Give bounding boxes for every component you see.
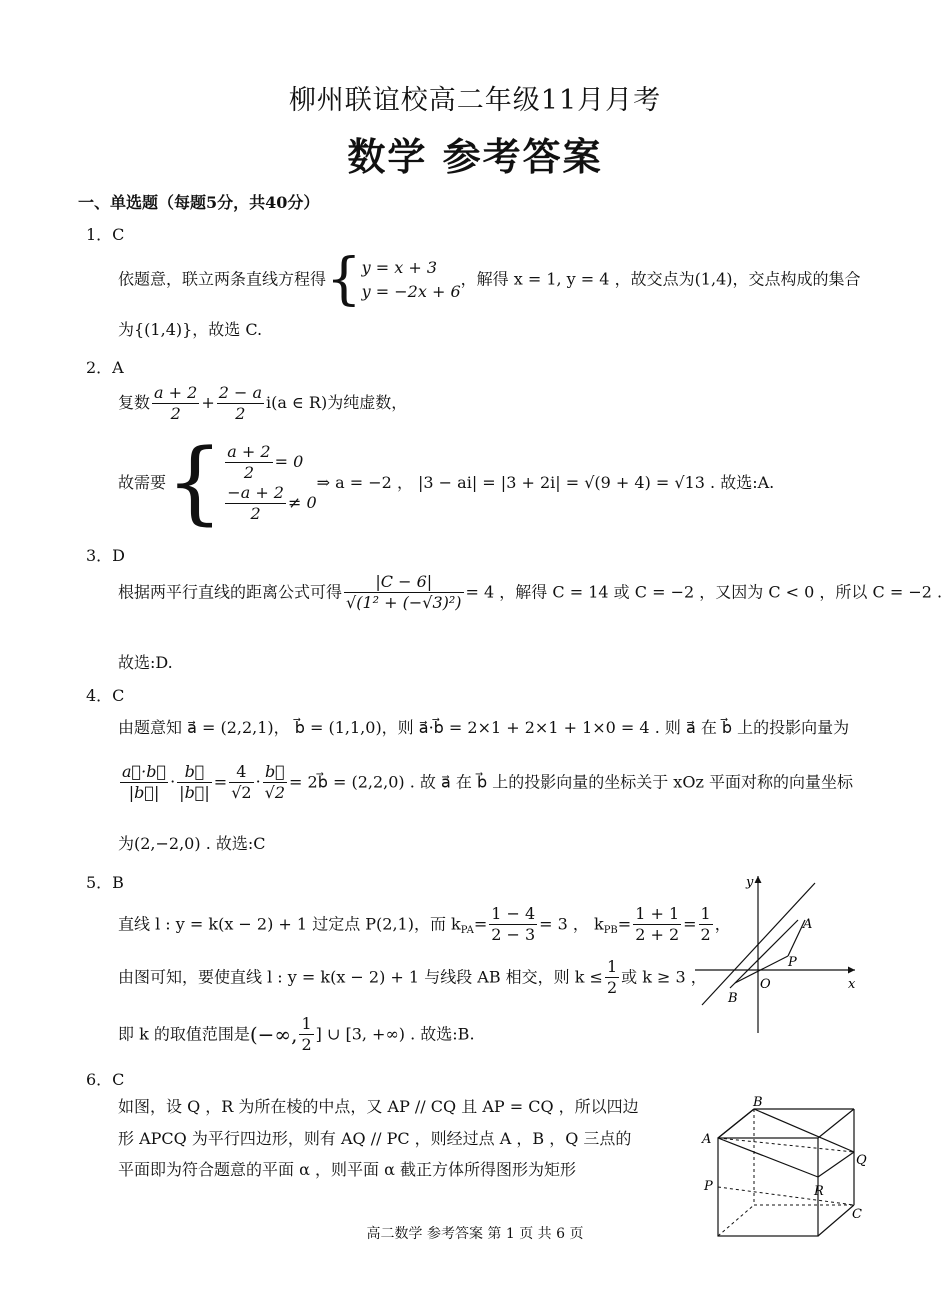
question-2-line-2 xyxy=(118,430,775,535)
q4-frac-1: $\frac{a⃗\cdot b⃗}{|b⃗|}$ xyxy=(122,762,167,802)
question-4-line-3: 为(2,−2,0) . 故选:C xyxy=(118,834,266,853)
cube-point-r: R xyxy=(814,1184,824,1199)
question-4-number: 4．C xyxy=(86,686,125,705)
question-6-line-3: 平面即为符合题意的平面 α ，则平面 α 截正方体所得图形为矩形 xyxy=(118,1160,576,1179)
question-4-line-1: 由题意知 a⃗ = (2,2,1)， b⃗ = (1,1,0)，则 a⃗·b⃗ = 2×1 + 2×1 + 1×0 = 4 . 则 a⃗ 在 b⃗ 上的投影向量为 xyxy=(118,718,850,737)
q1-system xyxy=(362,256,461,304)
q4-text-b: = 2b⃗ = (2,2,0) . 故 a⃗ 在 b⃗ 上的投影向量的坐标关于 xOz 平面对称的向量坐标 xyxy=(289,772,853,792)
q5-frac-5: $\frac{1}{2}$ xyxy=(301,1014,312,1054)
q3-frac: $\frac{|C - 6|}{\text{√(1² + (−√3)²)}}$ xyxy=(346,572,462,612)
question-6-line-1: 如图，设 Q ，R 为所在棱的中点，又 AP // CQ 且 AP = CQ ，所以四边 xyxy=(118,1097,639,1116)
q2-frac-2: $\frac{2 - a}{2}$ xyxy=(218,383,263,423)
q2-text-c: 故需要 xyxy=(118,473,167,492)
q5-frac-1: $\frac{1 - 4}{2 - 3}$ xyxy=(491,904,536,944)
edge-ab xyxy=(718,1109,754,1138)
q2-text-b: i(a ∈ R)为纯虚数， xyxy=(266,393,408,412)
q5-frac-2: $\frac{1 + 1}{2 + 2}$ xyxy=(635,904,680,944)
graph-origin: O xyxy=(760,977,771,992)
q1-eq1: y = x + 3 xyxy=(361,258,438,277)
graph-x-label: x xyxy=(848,977,856,992)
line-bq xyxy=(754,1109,854,1152)
q3-text-b: = 4 ，解得 C = 14 或 C = −2 ，又因为 C < 0 ，所以 C = −2 . xyxy=(465,582,943,602)
question-3-line-2: 故选:D. xyxy=(118,653,173,672)
question-3-number: 3．D xyxy=(86,546,126,565)
q2-text-d: ⇒ a = −2 ， |3 − ai| = |3 + 2i| = √(9 + 4) = √13 . 故选:A. xyxy=(316,473,775,492)
question-1-line-1 xyxy=(118,247,861,312)
q5-frac-4: $\frac{1}{2}$ xyxy=(606,957,618,997)
q2-text-a: 复数 xyxy=(118,393,151,412)
line-aq xyxy=(718,1138,854,1152)
q1-brace: { xyxy=(326,247,362,312)
section-heading: 一、单选题（每题5分，共40分） xyxy=(78,193,320,212)
question-5-line-2: 由图可知，要使直线 l : y = k(x − 2) + 1 与线段 AB 相交，则 k ≤ $\frac{1}{2}$ 或 k ≥ 3 ， xyxy=(118,957,707,997)
cube-front-face xyxy=(718,1138,818,1236)
question-5-line-1: 直线 l : y = k(x − 2) + 1 过定点 P(2,1)，而 $k_{PA}=$ $\frac{1 - 4}{2 - 3}$ = 3 ， $k_{PB}=$ $\frac{1 + 1}{2 + 2}$ = $\frac{1}{2}$ ， xyxy=(118,904,731,944)
q1-text-a: 依题意，联立两条直线方程得 xyxy=(118,269,327,289)
cube-point-p: P xyxy=(704,1179,713,1194)
line-pc xyxy=(718,1187,854,1205)
question-2-line-1 xyxy=(118,383,407,424)
q2-brace: { xyxy=(166,430,224,535)
graph-y-label: y xyxy=(746,875,754,890)
graph-point-p: P xyxy=(788,955,797,970)
q1-eq2: y = −2x + 6 xyxy=(361,282,461,301)
question-5-line-3: 即 k 的取值范围是(−∞, $\frac{1}{2}$ ] ∪ [3, +∞) . 故选:B. xyxy=(118,1014,475,1054)
question-6-number: 6．C xyxy=(86,1070,125,1089)
q5-frac-3: $\frac{1}{2}$ xyxy=(700,904,711,944)
question-1-number: 1．C xyxy=(86,225,125,244)
graph-point-b: B xyxy=(728,991,738,1006)
q4-frac-4: $\frac{b⃗}{√2}$ xyxy=(264,762,286,802)
graph-point-a: A xyxy=(803,917,813,932)
answer-key-title: 数学 参考答案 xyxy=(347,134,603,179)
line-ar xyxy=(718,1138,818,1177)
q3-text-a: 根据两平行直线的距离公式可得 xyxy=(118,582,343,602)
cube-point-q: Q xyxy=(856,1153,867,1168)
line-rq xyxy=(818,1152,854,1177)
q6-cube-figure xyxy=(698,1092,868,1240)
cube-point-c: C xyxy=(852,1207,862,1222)
q4-frac-3: $\frac{4}{√2}$ xyxy=(231,762,252,802)
q4-frac-2: $\frac{b⃗}{|b⃗|}$ xyxy=(179,762,210,802)
exam-title: 柳州联谊校高二年级11月月考 xyxy=(288,85,662,116)
q2-plus: + xyxy=(201,393,215,412)
question-4-line-2: $\frac{a⃗\cdot b⃗}{|b⃗|}$ · $\frac{b⃗}{|b⃗|}$ = $\frac{4}{√2}$ · $\frac{b⃗}{√2}$ = 2b⃗ = (2,2,0) . 故 a⃗ 在 b⃗ 上的投影向量的坐标关于 xOz 平面对称的向量坐标 xyxy=(122,762,853,802)
cube-point-a: A xyxy=(702,1132,712,1147)
q2-frac-1: $\frac{a + 2}{2}$ xyxy=(154,383,198,423)
page-footer: 高二数学 参考答案 第 1 页 共 6 页 xyxy=(366,1226,584,1242)
q1-text-b: ，解得 x = 1, y = 4 ，故交点为(1,4)，交点构成的集合 xyxy=(460,269,861,289)
question-1-line-2: 为{(1,4)}，故选 C. xyxy=(118,320,263,339)
question-3-line-1 xyxy=(118,572,942,613)
q2-conditions: $\frac{a + 2}{2}$ = 0 $\frac{-a + 2}{2}$ ≠ 0 xyxy=(227,442,317,523)
cube-point-b: B xyxy=(753,1095,763,1110)
question-2-number: 2．A xyxy=(86,358,124,377)
question-5-number: 5．B xyxy=(86,873,124,892)
q5-coordinate-graph xyxy=(690,868,865,1038)
question-6-line-2: 形 APCQ 为平行四边形，则有 AQ // PC ，则经过点 A ，B ，Q 三点的 xyxy=(118,1129,632,1148)
